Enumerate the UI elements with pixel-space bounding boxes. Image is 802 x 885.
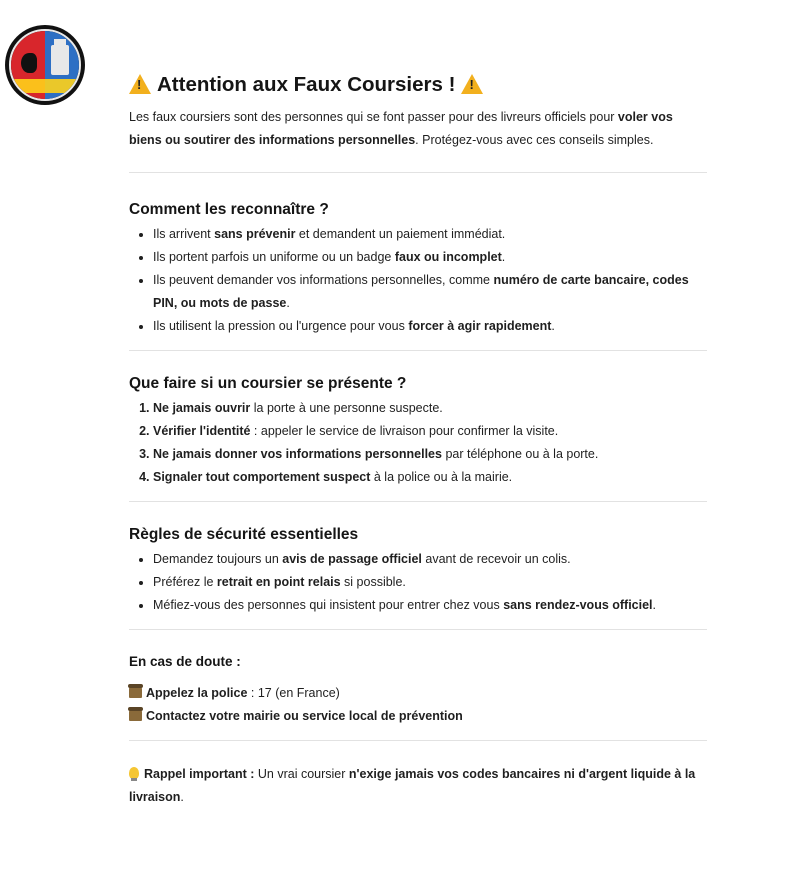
reminder-paragraph: Rappel important : Un vrai coursier n'exige jamais vos codes bancaires ni d'argent liquide à la livraison.: [129, 767, 696, 804]
police-line: Appelez la police : 17 (en France): [129, 682, 707, 705]
list-item: • Ils arrivent sans prévenir et demandent un paiement immédiat.: [153, 223, 707, 246]
article: [129, 70, 707, 809]
mairie-line: Contactez votre mairie ou service local de prévention: [129, 705, 707, 728]
page-title: [129, 70, 707, 100]
list-item: 1. Ne jamais ouvrir la porte à une personne suspecte.: [153, 397, 707, 420]
divider: [129, 629, 707, 630]
tower-icon: [51, 45, 69, 75]
section-title-doubt: En cas de doute :: [129, 654, 241, 669]
warning-icon: [461, 74, 483, 94]
list-item: • Demandez toujours un avis de passage officiel avant de recevoir un colis.: [153, 548, 707, 571]
list-item: • Préférez le retrait en point relais si possible.: [153, 571, 707, 594]
page-title-text: Attention aux Faux Coursiers !: [157, 73, 456, 96]
telephone-icon: [129, 686, 142, 698]
divider: [129, 501, 707, 502]
crest-ring: [11, 79, 79, 93]
municipal-crest-logo: [5, 25, 85, 105]
recognize-list: [129, 223, 707, 338]
list-item: • Ils utilisent la pression ou l'urgence pour vous forcer à agir rapidement.: [153, 315, 707, 338]
divider: [129, 172, 707, 173]
intro-bold: voler vos biens ou soutirer des informations personnelles: [129, 110, 673, 147]
intro-text: Les faux coursiers sont des personnes qui se font passer pour des livreurs officiels pour: [129, 110, 618, 124]
divider: [129, 350, 707, 351]
intro-text-end: . Protégez-vous avec ces conseils simples.: [415, 133, 654, 147]
bird-icon: [21, 53, 37, 73]
section-title-action: Que faire si un coursier se présente ?: [129, 375, 407, 392]
section-title-recognize: Comment les reconnaître ?: [129, 201, 329, 218]
warning-icon: [129, 74, 151, 94]
lightbulb-icon: [129, 767, 139, 779]
intro-paragraph: [129, 106, 707, 152]
action-list: [129, 397, 707, 489]
list-item: • Méfiez-vous des personnes qui insistent pour entrer chez vous sans rendez-vous officiel.: [153, 594, 707, 617]
section-title-rules: Règles de sécurité essentielles: [129, 526, 359, 543]
crest-shield-icon: [9, 29, 81, 101]
list-item: 3. Ne jamais donner vos informations personnelles par téléphone ou à la porte.: [153, 443, 707, 466]
rules-list: [129, 548, 707, 617]
list-item: • Ils portent parfois un uniforme ou un badge faux ou incomplet.: [153, 246, 707, 269]
telephone-icon: [129, 709, 142, 721]
divider: [129, 740, 707, 741]
list-item: 2. Vérifier l'identité : appeler le service de livraison pour confirmer la visite.: [153, 420, 707, 443]
list-item: 4. Signaler tout comportement suspect à la police ou à la mairie.: [153, 466, 707, 489]
list-item: • Ils peuvent demander vos informations personnelles, comme numéro de carte bancaire, codes PIN, ou mots de passe.: [153, 269, 707, 315]
